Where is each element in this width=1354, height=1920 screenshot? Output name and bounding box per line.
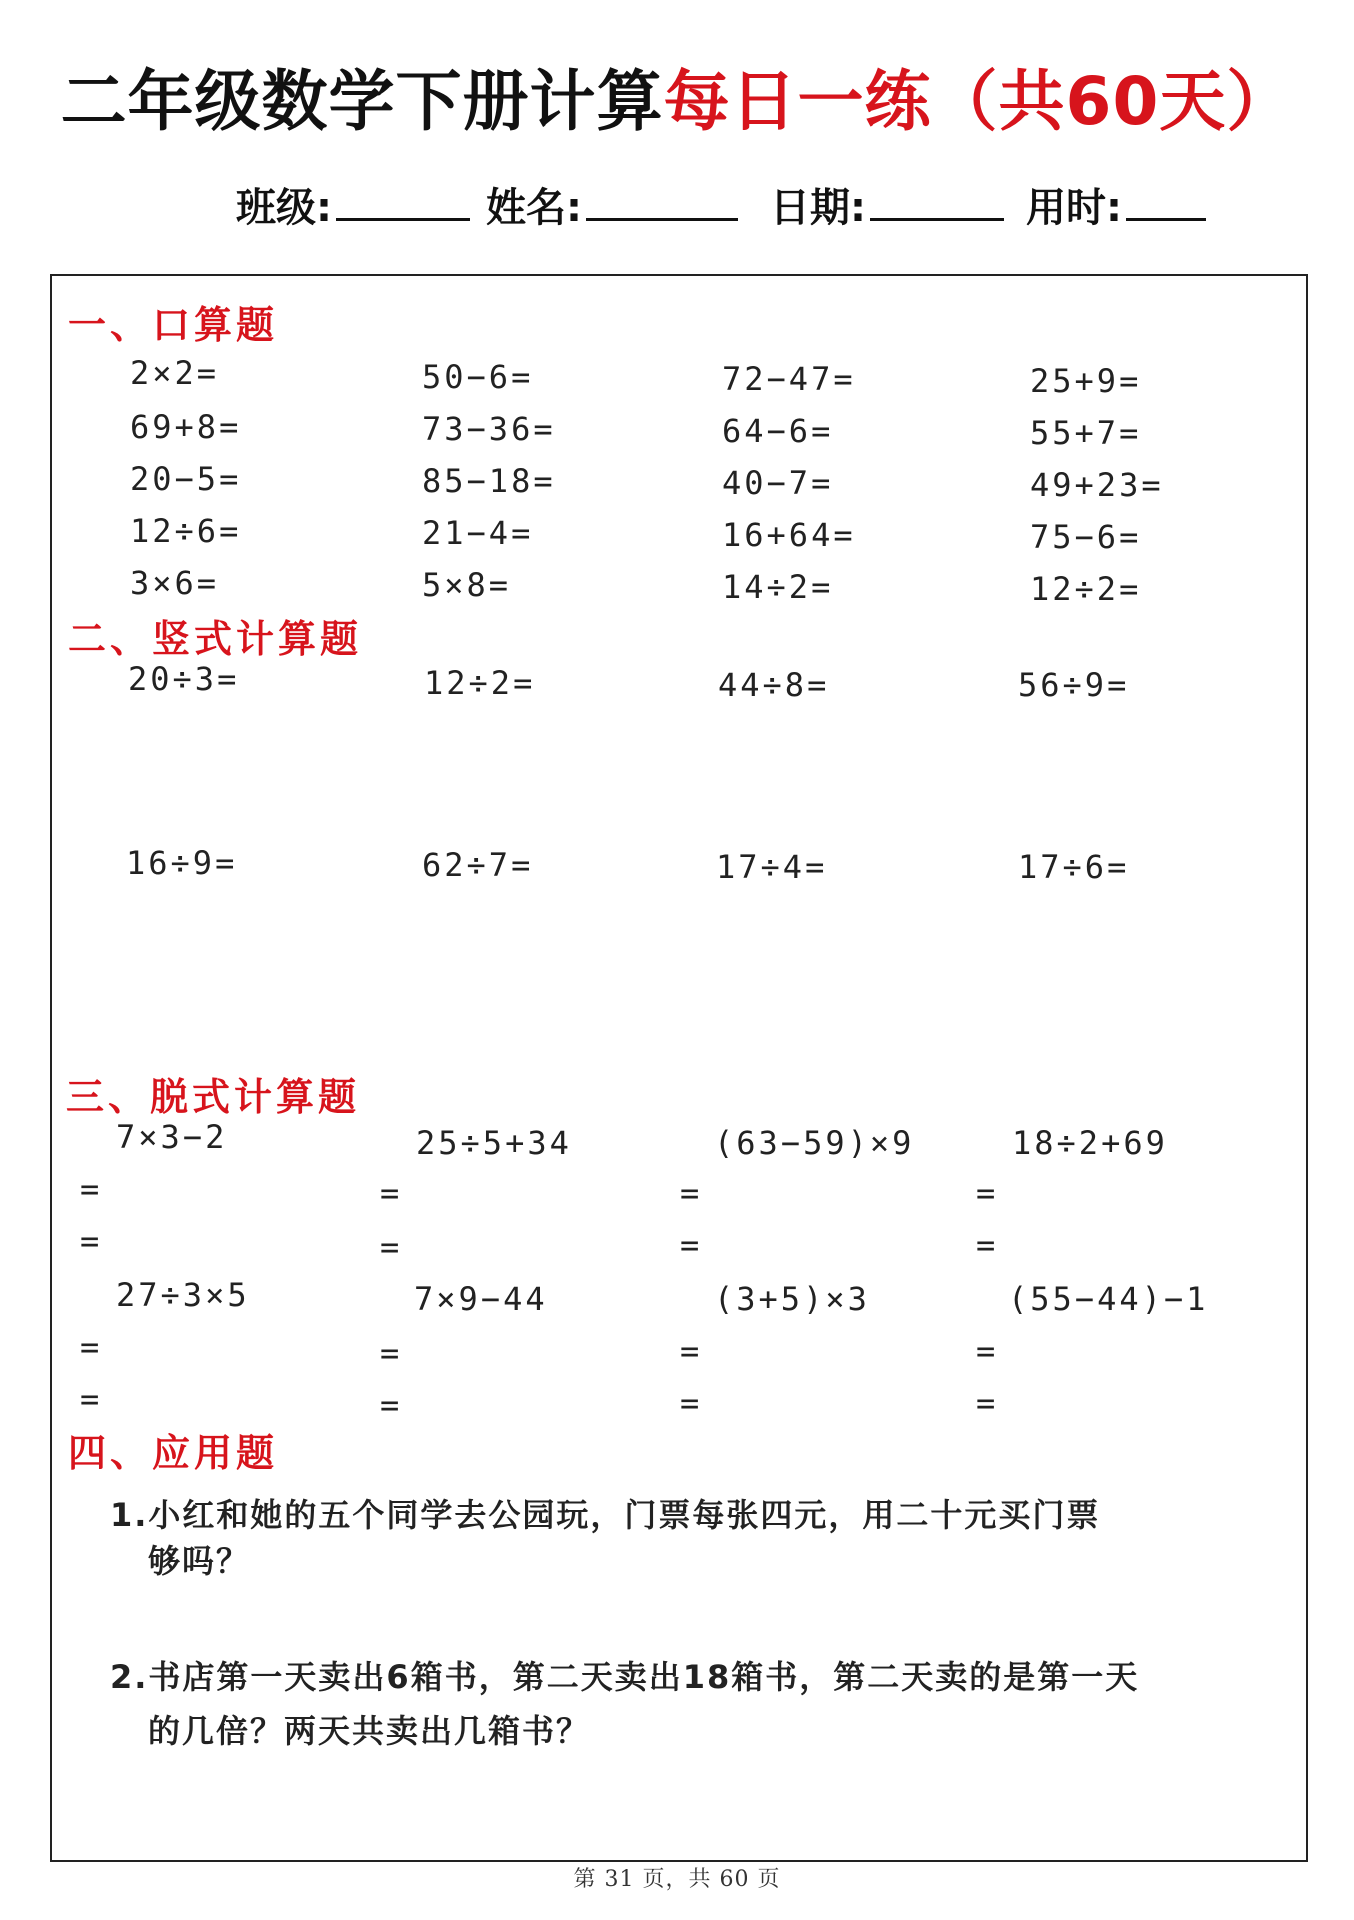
oral-problem: 20−5=: [130, 460, 242, 498]
vertical-problem: 62÷7=: [422, 846, 534, 884]
page-footer: 第 31 页，共 60 页: [573, 1867, 781, 1892]
stepwise-problem: 18÷2+69: [1012, 1124, 1168, 1162]
date-field[interactable]: [770, 176, 1004, 233]
oral-problem: 49+23=: [1030, 466, 1164, 504]
equals-sign: =: [80, 1380, 100, 1418]
vertical-problem: 17÷4=: [716, 848, 828, 886]
equals-sign: =: [380, 1228, 400, 1266]
stepwise-problem: 7×3−2: [116, 1118, 228, 1156]
oral-problem: 25+9=: [1030, 362, 1142, 400]
equals-sign: =: [380, 1174, 400, 1212]
class-blank[interactable]: [336, 184, 470, 221]
time-blank[interactable]: [1126, 184, 1206, 221]
vertical-problem: 12÷2=: [424, 664, 536, 702]
section-oral-heading: 一、口算题: [68, 302, 279, 347]
equals-sign: =: [680, 1174, 700, 1212]
title-black-part: 二年级数学下册计算: [60, 63, 664, 140]
word-problem-1-line2: 够吗？: [148, 1542, 251, 1580]
equals-sign: =: [976, 1332, 996, 1370]
oral-problem: 75−6=: [1030, 518, 1142, 556]
oral-problem: 21−4=: [422, 514, 534, 552]
oral-problem: 69+8=: [130, 408, 242, 446]
word-problem-2-line2: 的几倍？两天共卖出几箱书？: [148, 1712, 591, 1750]
equals-sign: =: [80, 1170, 100, 1208]
equals-sign: =: [680, 1332, 700, 1370]
class-label: 班级:: [236, 185, 332, 231]
time-label: 用时:: [1026, 185, 1122, 231]
oral-problem: 85−18=: [422, 462, 556, 500]
equals-sign: =: [380, 1386, 400, 1424]
stepwise-problem: (55−44)−1: [1008, 1280, 1209, 1318]
oral-problem: 73−36=: [422, 410, 556, 448]
oral-problem: 12÷6=: [130, 512, 242, 550]
equals-sign: =: [680, 1226, 700, 1264]
oral-problem: 5×8=: [422, 566, 512, 604]
word-problem-1-line1: 1.小红和她的五个同学去公园玩，门票每张四元，用二十元买门票: [110, 1496, 1101, 1534]
class-field[interactable]: [236, 176, 470, 233]
name-label: 姓名:: [486, 185, 582, 231]
oral-problem: 14÷2=: [722, 568, 834, 606]
oral-problem: 2×2=: [130, 354, 220, 392]
date-label: 日期:: [770, 185, 866, 231]
section-stepwise-heading: 三、脱式计算题: [66, 1074, 361, 1119]
vertical-problem: 20÷3=: [128, 660, 240, 698]
equals-sign: =: [380, 1334, 400, 1372]
worksheet-title: [0, 48, 1354, 143]
equals-sign: =: [80, 1222, 100, 1260]
name-field[interactable]: [486, 176, 738, 233]
oral-problem: 64−6=: [722, 412, 834, 450]
name-blank[interactable]: [586, 184, 738, 221]
equals-sign: =: [680, 1384, 700, 1422]
vertical-problem: 17÷6=: [1018, 848, 1130, 886]
vertical-problem: 56÷9=: [1018, 666, 1130, 704]
stepwise-problem: (3+5)×3: [714, 1280, 870, 1318]
stepwise-problem: 7×9−44: [414, 1280, 548, 1318]
oral-problem: 72−47=: [722, 360, 856, 398]
oral-problem: 55+7=: [1030, 414, 1142, 452]
section-vertical-heading: 二、竖式计算题: [68, 616, 363, 661]
section-word-problems-heading: 四、应用题: [68, 1430, 279, 1475]
stepwise-problem: (63−59)×9: [714, 1124, 915, 1162]
oral-problem: 40−7=: [722, 464, 834, 502]
equals-sign: =: [976, 1226, 996, 1264]
oral-problem: 16+64=: [722, 516, 856, 554]
vertical-problem: 16÷9=: [126, 844, 238, 882]
date-blank[interactable]: [870, 184, 1004, 221]
time-field[interactable]: [1026, 176, 1206, 233]
equals-sign: =: [976, 1384, 996, 1422]
stepwise-problem: 27÷3×5: [116, 1276, 250, 1314]
stepwise-problem: 25÷5+34: [416, 1124, 572, 1162]
vertical-problem: 44÷8=: [718, 666, 830, 704]
word-problem-2-line1: 2.书店第一天卖出6箱书，第二天卖出18箱书，第二天卖的是第一天: [110, 1658, 1140, 1696]
equals-sign: =: [80, 1328, 100, 1366]
oral-problem: 12÷2=: [1030, 570, 1142, 608]
oral-problem: 3×6=: [130, 564, 220, 602]
title-red-part: 每日一练（共60天）: [663, 63, 1294, 140]
oral-problem: 50−6=: [422, 358, 534, 396]
equals-sign: =: [976, 1174, 996, 1212]
